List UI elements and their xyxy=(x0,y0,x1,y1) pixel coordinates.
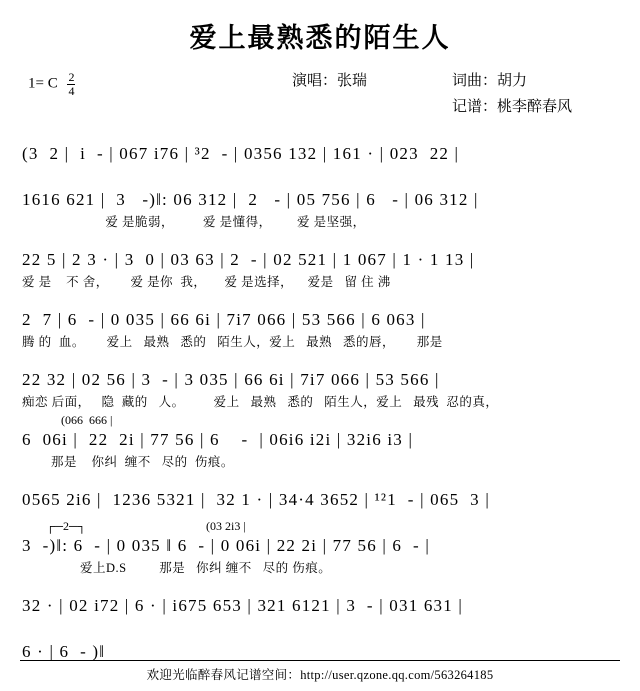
score-line xyxy=(0,519,640,577)
score-line xyxy=(0,173,640,231)
score-line xyxy=(0,473,640,517)
score-line-ornament xyxy=(22,473,618,487)
score-line-lyrics xyxy=(22,619,618,623)
score-line-lyrics xyxy=(22,167,618,171)
footer-credit: 欢迎光临醉春风记谱空间：http://user.qzone.qq.com/563264185 xyxy=(146,668,494,682)
score-line xyxy=(0,233,640,291)
key-signature-label: 1= C xyxy=(28,75,58,92)
score-line-lyrics: 爱 是脆弱， 爱 是懂得， 爱 是坚强， xyxy=(22,215,366,229)
score-line-ornament xyxy=(22,127,618,141)
score-line-notes: 22 5 | 2 3 · | 3 0 | 03 63 | 2 - | 02 521 | 1 067 | 1 · 1 13 | xyxy=(22,250,475,269)
score-line-notes: 22 32 | 02 56 | 3 - | 3 035 | 66 6i | 7i7 066 | 53 566 | xyxy=(22,370,440,389)
composer-credit: 词曲：胡力 xyxy=(452,73,528,89)
score-line-ornament xyxy=(22,233,618,247)
score-line-ornament: ┌─2─┐ (03 2i3 | xyxy=(22,519,246,533)
score-line-ornament xyxy=(22,293,618,307)
score-line xyxy=(0,293,640,351)
footer-divider xyxy=(20,660,620,661)
score-line-notes: 6 06i | 22 2i | 77 56 | 6 - | 06i6 i2i | 32i6 i3 | xyxy=(22,430,414,449)
score-line-notes: 6 · | 6 - )‖ xyxy=(22,642,106,661)
score-line-notes: 1616 621 | 3 -)‖: 06 312 | 2 - | 05 756 | 6 - | 06 312 | xyxy=(22,190,479,209)
score-line-notes: 2 7 | 6 - | 0 035 | 66 6i | 7i7 066 | 53 566 | 6 063 | xyxy=(22,310,426,329)
score-line xyxy=(0,413,640,471)
score-line-lyrics: 那是 你纠 缠不 尽的 伤痕。 xyxy=(22,455,234,469)
score-line xyxy=(0,625,640,669)
score-line xyxy=(0,579,640,623)
page-title: 爱上最熟悉的陌生人 xyxy=(189,23,451,53)
time-signature-denominator: 4 xyxy=(68,83,75,98)
score-line-ornament xyxy=(22,173,618,187)
score-line-lyrics: 爱 是 不 舍， 爱 是你 我， 爱 是选择， 爱是 留 住 沸 xyxy=(22,275,391,289)
score-line-ornament xyxy=(22,353,618,367)
score-body xyxy=(0,127,640,669)
singer-credit: 演唱：张瑞 xyxy=(292,73,368,89)
score-line-notes: 32 · | 02 i72 | 6 · | i675 653 | 321 6121 | 3 - | 031 631 | xyxy=(22,596,464,615)
score-line-notes: 3 -)‖: 6 - | 0 035 ‖ 6 - | 0 06i | 22 2i | 77 56 | 6 - | xyxy=(22,536,430,555)
score-line-ornament xyxy=(22,579,618,593)
key-signature xyxy=(28,71,75,97)
notator-credit: 记谱：桃李醉春风 xyxy=(452,99,573,115)
score-line-lyrics: 爱上D.S 那是 你纠 缠不 尽的 伤痕。 xyxy=(22,561,332,575)
score-line-notes: 0565 2i6 | 1236 5321 | 32 1 · | 34·4 3652 | ¹²1 - | 065 3 | xyxy=(22,490,490,509)
score-line-lyrics: 腾 的 血。 爱上 最熟 悉的 陌生人，爱上 最熟 悉的唇， 那是 xyxy=(22,335,443,349)
time-signature xyxy=(67,71,75,97)
score-line-lyrics: 痴恋 后面， 隐 藏的 人。 爱上 最熟 悉的 陌生人，爱上 最残 忍的真， xyxy=(22,395,499,409)
score-line-ornament: (066 666 | xyxy=(22,413,113,427)
sheet-music-page xyxy=(0,16,640,691)
score-line-ornament xyxy=(22,625,618,639)
time-signature-numerator: 2 xyxy=(68,70,75,84)
score-line xyxy=(0,353,640,411)
score-line-lyrics xyxy=(22,513,618,517)
score-header xyxy=(0,61,640,125)
score-line xyxy=(0,127,640,171)
score-line-notes: (3 2 | i - | 067 i76 | ³2 - | 0356 132 | 161 · | 023 22 | xyxy=(22,144,460,163)
